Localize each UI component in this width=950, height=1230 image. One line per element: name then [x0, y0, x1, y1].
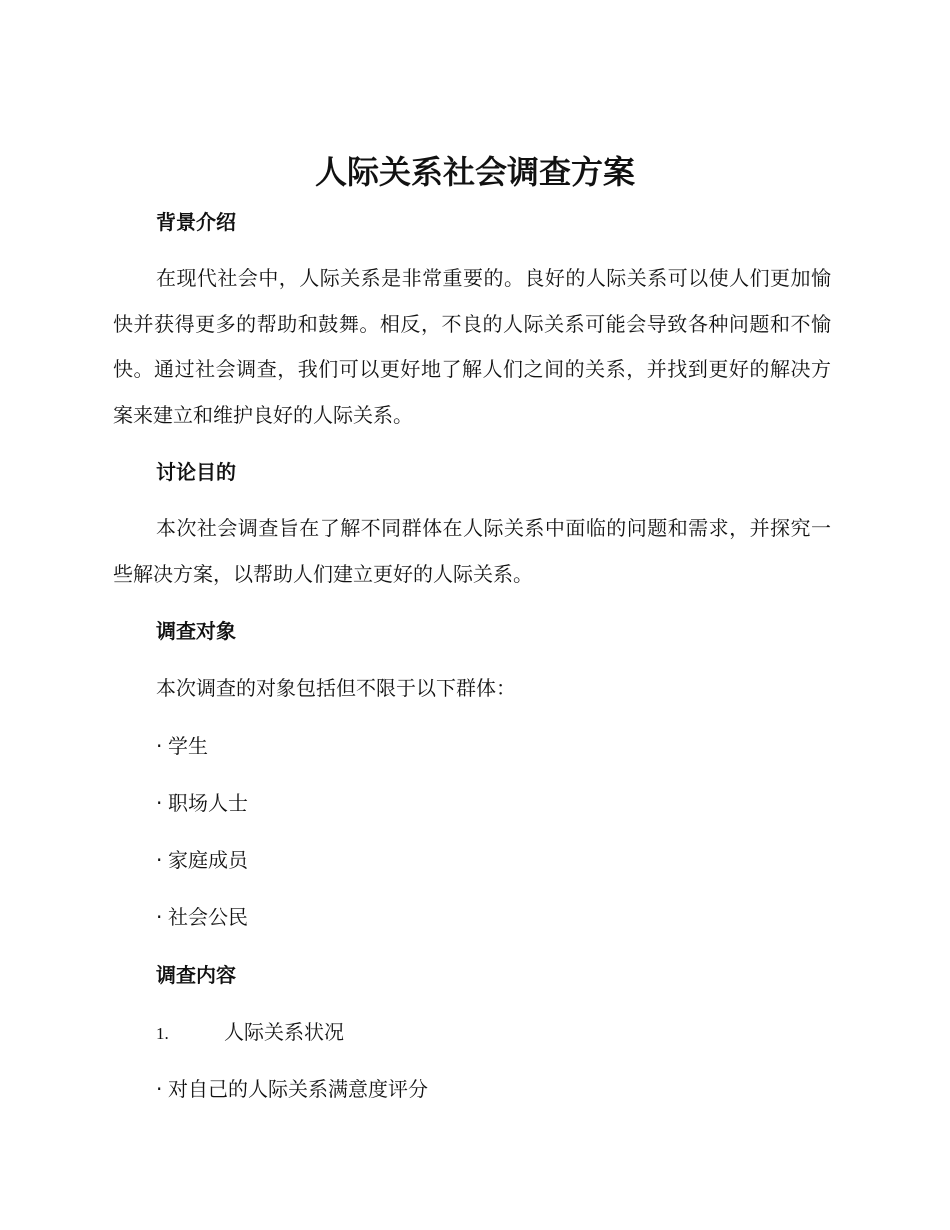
numbered-item: [156, 1018, 344, 1048]
list-item: [156, 789, 248, 817]
bullet-dot: ·: [156, 905, 163, 929]
bullet-dot: ·: [156, 734, 163, 758]
numbered-item-label: 人际关系状况: [224, 1020, 344, 1044]
list-item-text: 社会公民: [168, 905, 248, 929]
list-item: [156, 732, 208, 760]
background-paragraph: 在现代社会中，人际关系是非常重要的。良好的人际关系可以使人们更加愉快并获得更多的帮助和鼓舞。相反，不良的人际关系可能会导致各种问题和不愉快。通过社会调查，我们可以更好地了解人们之间的关系，并找到更好的解决方案来建立和维护良好的人际关系。: [113, 266, 831, 427]
list-item: [156, 903, 248, 931]
list-item-text: 对自己的人际关系满意度评分: [168, 1077, 428, 1101]
list-item: [156, 1075, 428, 1103]
list-item: [156, 846, 248, 874]
bullet-dot: ·: [156, 1077, 163, 1101]
section-heading-background: 背景介绍: [156, 210, 236, 234]
bullet-dot: ·: [156, 848, 163, 872]
subjects-intro: 本次调查的对象包括但不限于以下群体：: [156, 676, 516, 700]
list-number: 1.: [156, 1024, 169, 1043]
list-item-text: 家庭成员: [168, 848, 248, 872]
document-title: 人际关系社会调查方案: [314, 153, 635, 191]
section-heading-content: 调查内容: [156, 963, 236, 987]
section-heading-subjects: 调查对象: [156, 619, 236, 643]
purpose-paragraph: 本次社会调查旨在了解不同群体在人际关系中面临的问题和需求，并探究一些解决方案，以帮助人们建立更好的人际关系。: [113, 516, 831, 586]
list-item-text: 学生: [168, 734, 208, 758]
bullet-dot: ·: [156, 791, 163, 815]
section-heading-purpose: 讨论目的: [156, 460, 236, 484]
list-item-text: 职场人士: [168, 791, 248, 815]
